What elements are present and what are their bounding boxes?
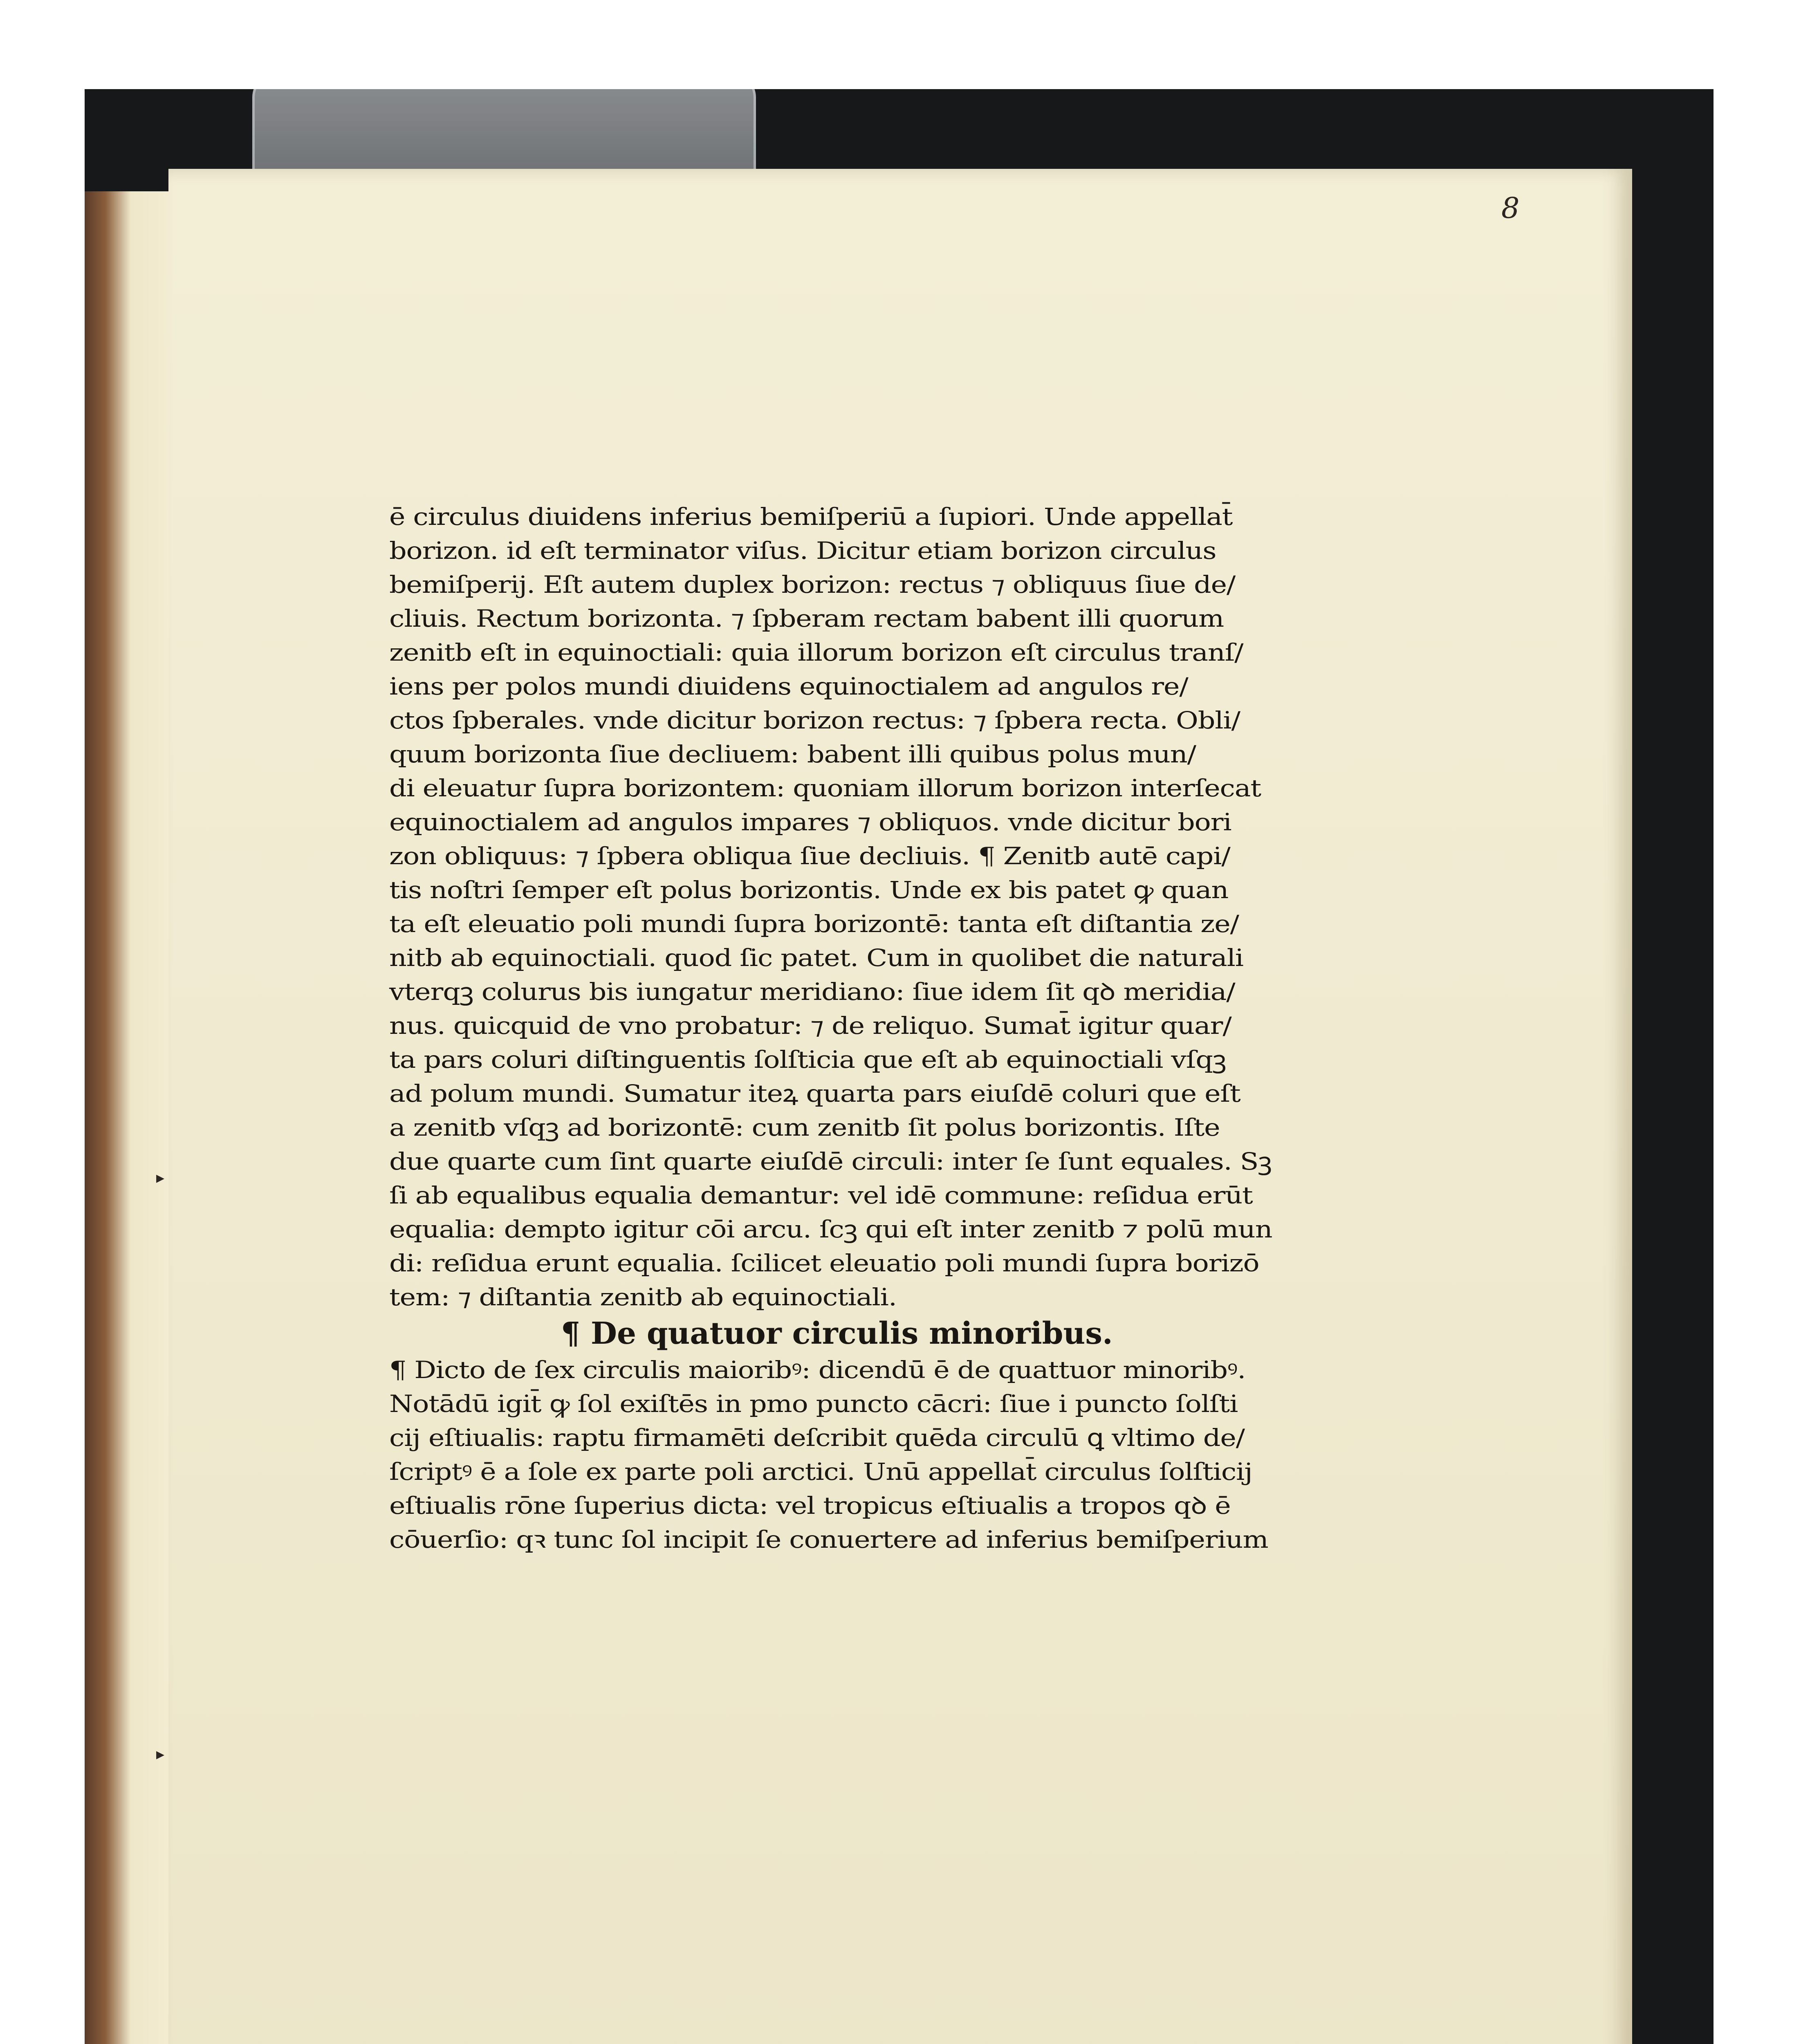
text-line: ſcriptꝰ ē a ſole ex parte poli arctici. Unū appellat̄ circulus ſolſticij [389, 1458, 1252, 1486]
margin-mark: ▸ [156, 1168, 165, 1187]
text-line: cliuis. Rectum borizonta. ⁊ ſpberam rectam babent illi quorum [389, 605, 1224, 632]
text-line: borizon. id eſt terminator viſus. Dicitur etiam borizon circulus [389, 537, 1216, 565]
text-line: di eleuatur ſupra borizontem: quoniam illorum borizon interſecat [389, 774, 1261, 802]
text-line: vterqꝫ colurus bis iungatur meridiano: ſiue idem ſit qꝺ meridia/ [389, 978, 1235, 1006]
text-line: ¶ Dicto de ſex circulis maioribꝰ: dicendū ē de quattuor minoribꝰ. [389, 1356, 1246, 1384]
text-line: ſi ab equalibus equalia demantur: vel idē commune: reſidua erūt [389, 1181, 1253, 1209]
text-line: tis noſtri ſemper eſt polus borizontis. Unde ex bis patet ꝙ quan [389, 876, 1229, 904]
text-line: ctos ſpberales. vnde dicitur borizon rectus: ⁊ ſpbera recta. Obli/ [389, 706, 1240, 734]
text-line: Notādū igit̄ ꝙ ſol exiſtēs in pmo puncto cācri: ſiue i puncto ſolſti [389, 1390, 1238, 1418]
text-line: eſtiualis rōne ſuperius dicta: vel tropicus eſtiualis a tropos qꝺ ē [389, 1492, 1231, 1520]
body-text [389, 500, 1452, 1557]
text-line: equalia: dempto igitur cōi arcu. ſcꝫ qui eſt inter zenitb ⁊ polū mun [389, 1215, 1272, 1243]
text-line: equinoctialem ad angulos impares ⁊ obliquos. vnde dicitur bori [389, 808, 1231, 836]
text-line: di: reſidua erunt equalia. ſcilicet eleuatio poli mundi ſupra borizō [389, 1249, 1259, 1277]
previous-leaf-edge [85, 191, 168, 2044]
margin-mark: ▸ [156, 1745, 165, 1764]
text-line: nitb ab equinoctiali. quod ſic patet. Cum in quolibet die naturali [389, 944, 1243, 972]
text-line: ta pars coluri diſtinguentis ſolſticia que eſt ab equinoctiali vſqꝫ [389, 1046, 1226, 1074]
text-line: zon obliquus: ⁊ ſpbera obliqua ſiue decliuis. ¶ Zenitb autē capi/ [389, 842, 1230, 870]
text-line: due quarte cum ſint quarte eiuſdē circuli: inter ſe ſunt equales. Sꝫ [389, 1148, 1272, 1175]
text-line: iens per polos mundi diuidens equinoctialem ad angulos re/ [389, 672, 1188, 700]
text-line: cōuerſio: qꝛ tunc ſol incipit ſe conuertere ad inferius bemiſperium [389, 1526, 1268, 1553]
leaf-number: 8 [1501, 191, 1520, 225]
text-lines-top [389, 500, 1452, 1314]
text-line: ē circulus diuidens inferius bemiſperiū a ſupiori. Unde appellat̄ [389, 503, 1233, 531]
text-line: a zenitb vſqꝫ ad borizontē: cum zenitb ſit polus borizontis. Iſte [389, 1114, 1220, 1141]
book-page [168, 169, 1632, 2044]
text-lines-bottom [389, 1353, 1452, 1557]
text-line: tem: ⁊ diſtantia zenitb ab equinoctiali. [389, 1283, 897, 1311]
text-line: bemiſperij. Eſt autem duplex borizon: rectus ⁊ obliquus ſiue de/ [389, 571, 1236, 598]
text-line: nus. quicquid de vno probatur: ⁊ de reliquo. Sumat̄ igitur quar/ [389, 1012, 1231, 1040]
text-line: quum borizonta ſiue decliuem: babent illi quibus polus mun/ [389, 740, 1196, 768]
text-line: zenitb eſt in equinoctiali: quia illorum borizon eſt circulus tranſ/ [389, 639, 1243, 666]
text-line: ad polum mundi. Sumatur iteꝝ quarta pars eiuſdē coluri que eſt [389, 1080, 1240, 1107]
section-heading: ¶ De quatuor circulis minoribus. [561, 1316, 1113, 1351]
scan-photograph [85, 89, 1714, 2044]
text-line: cij eſtiualis: raptu firmamēti deſcribit quēda circulū ꝗ vltimo de/ [389, 1424, 1245, 1452]
text-line: ta eſt eleuatio poli mundi ſupra borizontē: tanta eſt diſtantia ze/ [389, 910, 1239, 938]
